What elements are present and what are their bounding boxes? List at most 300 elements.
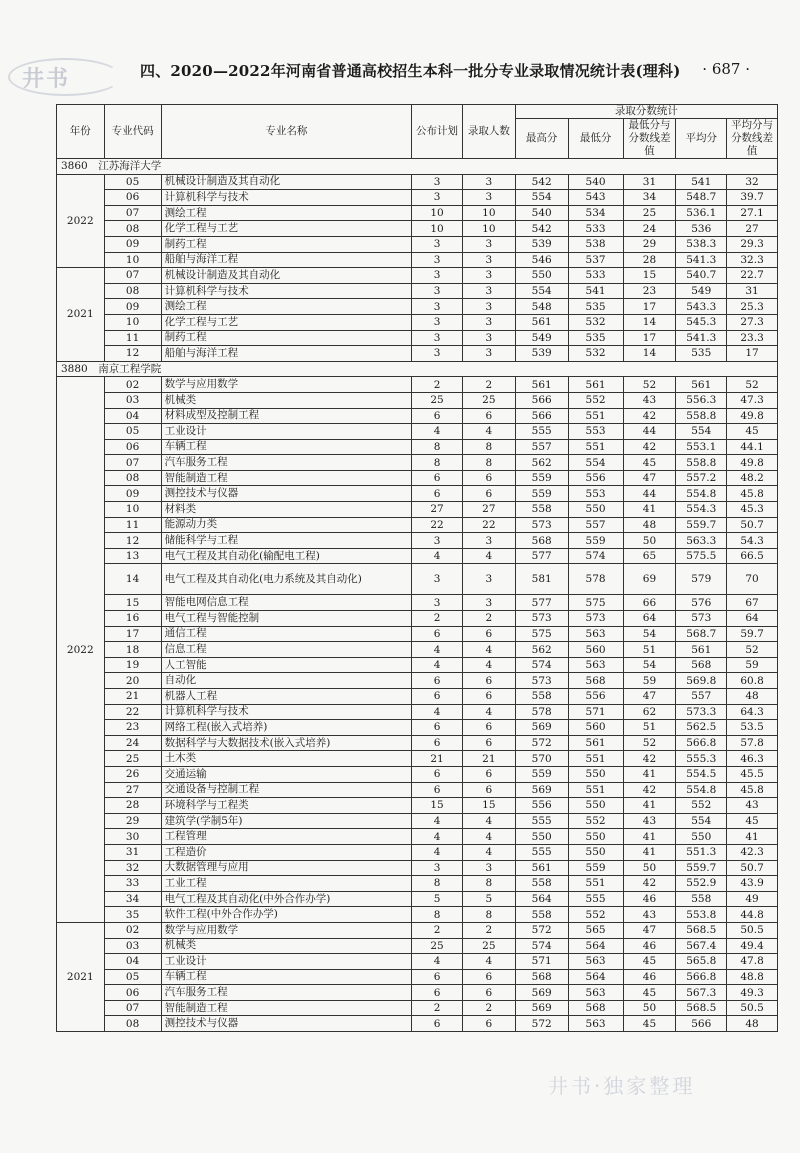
cell-max: 566 [515,408,568,424]
cell-code: 09 [104,236,161,252]
cell-min-diff: 41 [623,829,676,845]
cell-avg-diff: 48.2 [727,470,778,486]
cell-min: 541 [568,283,623,299]
cell-name: 智能制造工程 [161,1000,412,1016]
table-row [57,844,778,860]
cell-admitted: 4 [462,844,515,860]
cell-admitted: 6 [462,735,515,751]
cell-plan: 3 [412,533,463,549]
cell-code: 07 [104,455,161,471]
cell-admitted: 25 [462,938,515,954]
cell-max: 569 [515,720,568,736]
cell-avg: 566.8 [676,969,727,985]
cell-name: 制药工程 [161,236,412,252]
cell-admitted: 3 [462,268,515,284]
cell-avg-diff: 54.3 [727,533,778,549]
page-title: 四、2020—2022年河南省普通高校招生本科一批分专业录取情况统计表(理科) [140,62,681,80]
cell-plan: 3 [412,174,463,190]
cell-min: 538 [568,236,623,252]
cell-min: 535 [568,299,623,315]
cell-plan: 8 [412,439,463,455]
cell-max: 570 [515,751,568,767]
cell-max: 577 [515,595,568,611]
cell-plan: 6 [412,626,463,642]
cell-max: 577 [515,548,568,564]
cell-code: 34 [104,891,161,907]
cell-plan: 8 [412,907,463,923]
cell-min-diff: 47 [623,689,676,705]
col-plan: 公布计划 [412,105,463,159]
cell-avg: 552.9 [676,876,727,892]
cell-admitted: 8 [462,439,515,455]
cell-min: 555 [568,891,623,907]
table-row [57,611,778,627]
cell-name: 智能制造工程 [161,470,412,486]
table-row [57,985,778,1001]
table-row [57,548,778,564]
cell-admitted: 6 [462,470,515,486]
cell-min-diff: 23 [623,283,676,299]
cell-code: 25 [104,751,161,767]
cell-plan: 3 [412,252,463,268]
cell-avg: 573 [676,611,727,627]
cell-avg-diff: 29.3 [727,236,778,252]
cell-avg-diff: 64 [727,611,778,627]
cell-name: 化学工程与工艺 [161,221,412,237]
cell-admitted: 6 [462,408,515,424]
school-name: 3880 南京工程学院 [57,361,778,377]
cell-max: 555 [515,813,568,829]
cell-avg: 567.3 [676,985,727,1001]
cell-min-diff: 45 [623,954,676,970]
cell-avg-diff: 46.3 [727,751,778,767]
cell-plan: 3 [412,346,463,362]
cell-name: 网络工程(嵌入式培养) [161,720,412,736]
cell-admitted: 2 [462,1000,515,1016]
cell-avg: 557 [676,689,727,705]
cell-code: 24 [104,735,161,751]
cell-code: 33 [104,876,161,892]
cell-min: 563 [568,657,623,673]
cell-plan: 27 [412,502,463,518]
cell-min: 564 [568,969,623,985]
cell-admitted: 5 [462,891,515,907]
cell-max: 578 [515,704,568,720]
cell-min: 560 [568,720,623,736]
cell-max: 542 [515,174,568,190]
cell-min: 551 [568,782,623,798]
cell-name: 测绘工程 [161,205,412,221]
cell-avg-diff: 49.3 [727,985,778,1001]
cell-name: 船舶与海洋工程 [161,346,412,362]
cell-plan: 4 [412,704,463,720]
cell-name: 材料成型及控制工程 [161,408,412,424]
cell-code: 28 [104,798,161,814]
cell-min-diff: 43 [623,392,676,408]
cell-plan: 25 [412,938,463,954]
cell-plan: 3 [412,330,463,346]
cell-avg-diff: 44.8 [727,907,778,923]
cell-plan: 3 [412,299,463,315]
cell-min: 550 [568,798,623,814]
school-row [57,159,778,175]
cell-avg-diff: 23.3 [727,330,778,346]
cell-min-diff: 43 [623,813,676,829]
cell-code: 08 [104,221,161,237]
cell-min-diff: 46 [623,969,676,985]
table-row [57,689,778,705]
cell-admitted: 4 [462,642,515,658]
cell-code: 07 [104,205,161,221]
cell-admitted: 2 [462,377,515,393]
cell-avg-diff: 45.5 [727,766,778,782]
cell-avg: 555.3 [676,751,727,767]
cell-min: 533 [568,268,623,284]
cell-plan: 8 [412,455,463,471]
cell-min-diff: 14 [623,314,676,330]
cell-max: 562 [515,642,568,658]
cell-max: 561 [515,377,568,393]
cell-admitted: 3 [462,236,515,252]
cell-admitted: 6 [462,720,515,736]
cell-min: 532 [568,314,623,330]
cell-max: 568 [515,969,568,985]
cell-plan: 6 [412,486,463,502]
cell-name: 计算机科学与技术 [161,283,412,299]
cell-avg: 538.3 [676,236,727,252]
cell-admitted: 21 [462,751,515,767]
cell-name: 数学与应用数学 [161,922,412,938]
table-row [57,829,778,845]
table-row [57,1000,778,1016]
cell-name: 电气工程与智能控制 [161,611,412,627]
cell-avg-diff: 27.3 [727,314,778,330]
cell-avg: 545.3 [676,314,727,330]
cell-min: 554 [568,455,623,471]
cell-max: 572 [515,735,568,751]
cell-avg: 566 [676,1016,727,1032]
cell-max: 559 [515,470,568,486]
cell-min-diff: 52 [623,735,676,751]
cell-name: 交通运输 [161,766,412,782]
cell-min: 533 [568,221,623,237]
cell-max: 574 [515,938,568,954]
cell-avg-diff: 31 [727,283,778,299]
table-row [57,751,778,767]
cell-code: 10 [104,314,161,330]
cell-avg-diff: 45.8 [727,782,778,798]
cell-code: 09 [104,299,161,315]
cell-min-diff: 59 [623,673,676,689]
cell-code: 08 [104,283,161,299]
cell-max: 566 [515,392,568,408]
cell-min: 578 [568,564,623,595]
cell-min-diff: 50 [623,860,676,876]
cell-min-diff: 41 [623,844,676,860]
cell-avg-diff: 43.9 [727,876,778,892]
cell-max: 562 [515,455,568,471]
cell-avg-diff: 41 [727,829,778,845]
cell-max: 539 [515,346,568,362]
cell-code: 30 [104,829,161,845]
cell-plan: 3 [412,236,463,252]
cell-name: 建筑学(学制5年) [161,813,412,829]
cell-name: 土木类 [161,751,412,767]
cell-min-diff: 50 [623,533,676,549]
cell-min-diff: 42 [623,876,676,892]
cell-name: 数据科学与大数据技术(嵌入式培养) [161,735,412,751]
cell-avg: 561 [676,642,727,658]
cell-code: 27 [104,782,161,798]
table-row [57,673,778,689]
cell-plan: 10 [412,221,463,237]
cell-admitted: 25 [462,392,515,408]
cell-plan: 22 [412,517,463,533]
cell-code: 07 [104,268,161,284]
cell-name: 能源动力类 [161,517,412,533]
cell-admitted: 4 [462,829,515,845]
cell-avg: 543.3 [676,299,727,315]
cell-min: 537 [568,252,623,268]
cell-admitted: 8 [462,907,515,923]
table-row [57,205,778,221]
cell-admitted: 8 [462,455,515,471]
cell-name: 通信工程 [161,626,412,642]
cell-min: 532 [568,346,623,362]
cell-max: 575 [515,626,568,642]
cell-name: 车辆工程 [161,439,412,455]
cell-name: 计算机科学与技术 [161,190,412,206]
cell-avg-diff: 49.8 [727,455,778,471]
cell-min-diff: 17 [623,299,676,315]
cell-max: 554 [515,190,568,206]
table-row [57,190,778,206]
col-score-group: 录取分数统计 [515,105,777,119]
cell-plan: 4 [412,813,463,829]
cell-min: 571 [568,704,623,720]
cell-avg: 553.1 [676,439,727,455]
cell-max: 556 [515,798,568,814]
table-row [57,642,778,658]
cell-avg-diff: 45.3 [727,502,778,518]
cell-code: 12 [104,346,161,362]
cell-admitted: 4 [462,657,515,673]
cell-admitted: 2 [462,611,515,627]
cell-admitted: 6 [462,782,515,798]
cell-min: 565 [568,922,623,938]
cell-plan: 6 [412,470,463,486]
cell-min: 552 [568,392,623,408]
cell-min-diff: 47 [623,922,676,938]
cell-name: 材料类 [161,502,412,518]
cell-avg-diff: 47.8 [727,954,778,970]
cell-min: 556 [568,470,623,486]
cell-max: 542 [515,221,568,237]
cell-avg-diff: 32.3 [727,252,778,268]
cell-min: 534 [568,205,623,221]
cell-code: 35 [104,907,161,923]
cell-min: 563 [568,626,623,642]
cell-avg-diff: 64.3 [727,704,778,720]
cell-max: 561 [515,314,568,330]
cell-min-diff: 34 [623,190,676,206]
cell-name: 电气工程及其自动化(电力系统及其自动化) [161,564,412,595]
col-min-diff: 最低分与分数线差值 [623,119,676,159]
cell-min-diff: 46 [623,891,676,907]
cell-name: 储能科学与工程 [161,533,412,549]
cell-name: 信息工程 [161,642,412,658]
cell-name: 机械设计制造及其自动化 [161,268,412,284]
cell-avg: 554 [676,813,727,829]
cell-max: 564 [515,891,568,907]
cell-min-diff: 45 [623,455,676,471]
cell-admitted: 6 [462,1016,515,1032]
cell-avg-diff: 32 [727,174,778,190]
cell-name: 智能电网信息工程 [161,595,412,611]
table-row [57,533,778,549]
cell-avg: 552 [676,798,727,814]
table-row [57,377,778,393]
cell-avg: 557.2 [676,470,727,486]
cell-min-diff: 54 [623,626,676,642]
table-row [57,922,778,938]
cell-code: 13 [104,548,161,564]
cell-avg-diff: 49.8 [727,408,778,424]
cell-plan: 2 [412,1000,463,1016]
cell-plan: 4 [412,844,463,860]
cell-code: 29 [104,813,161,829]
cell-min: 563 [568,985,623,1001]
table-row [57,455,778,471]
cell-min: 550 [568,844,623,860]
cell-min-diff: 54 [623,657,676,673]
cell-name: 数学与应用数学 [161,377,412,393]
cell-plan: 21 [412,751,463,767]
table-row [57,876,778,892]
cell-min-diff: 14 [623,346,676,362]
cell-avg-diff: 25.3 [727,299,778,315]
cell-code: 06 [104,439,161,455]
cell-admitted: 4 [462,954,515,970]
cell-min: 557 [568,517,623,533]
cell-min-diff: 51 [623,642,676,658]
table-row [57,907,778,923]
cell-min: 543 [568,190,623,206]
cell-avg-diff: 48 [727,1016,778,1032]
cell-avg: 541.3 [676,252,727,268]
cell-code: 08 [104,1016,161,1032]
cell-max: 574 [515,657,568,673]
cell-name: 机械类 [161,938,412,954]
cell-avg: 551.3 [676,844,727,860]
cell-min: 550 [568,766,623,782]
cell-admitted: 3 [462,299,515,315]
cell-min: 574 [568,548,623,564]
cell-avg-diff: 45 [727,424,778,440]
cell-name: 工程造价 [161,844,412,860]
table-row [57,969,778,985]
cell-max: 581 [515,564,568,595]
cell-avg-diff: 49 [727,891,778,907]
cell-name: 交通设备与控制工程 [161,782,412,798]
cell-name: 自动化 [161,673,412,689]
col-admitted: 录取人数 [462,105,515,159]
cell-admitted: 6 [462,626,515,642]
cell-code: 06 [104,190,161,206]
cell-min-diff: 46 [623,938,676,954]
cell-min: 564 [568,938,623,954]
cell-avg: 556.3 [676,392,727,408]
year-cell: 2021 [57,268,105,362]
cell-avg-diff: 48 [727,689,778,705]
cell-avg: 569.8 [676,673,727,689]
cell-name: 车辆工程 [161,969,412,985]
table-row [57,860,778,876]
cell-max: 569 [515,1000,568,1016]
cell-avg-diff: 42.3 [727,844,778,860]
cell-min-diff: 45 [623,985,676,1001]
cell-min-diff: 47 [623,470,676,486]
cell-max: 573 [515,517,568,533]
cell-min: 551 [568,408,623,424]
table-row [57,938,778,954]
cell-avg: 568.7 [676,626,727,642]
cell-name: 测绘工程 [161,299,412,315]
table-row [57,252,778,268]
cell-avg: 563.3 [676,533,727,549]
table-row [57,954,778,970]
cell-avg: 575.5 [676,548,727,564]
cell-avg: 554.8 [676,486,727,502]
cell-name: 工业工程 [161,876,412,892]
table-row [57,283,778,299]
table-row [57,470,778,486]
cell-avg-diff: 47.3 [727,392,778,408]
cell-name: 机械类 [161,392,412,408]
cell-max: 539 [515,236,568,252]
cell-max: 549 [515,330,568,346]
cell-max: 548 [515,299,568,315]
cell-plan: 6 [412,689,463,705]
cell-avg: 579 [676,564,727,595]
cell-name: 船舶与海洋工程 [161,252,412,268]
col-max: 最高分 [515,119,568,159]
cell-min-diff: 42 [623,408,676,424]
cell-avg-diff: 50.7 [727,860,778,876]
cell-name: 工业设计 [161,954,412,970]
cell-name: 环境科学与工程类 [161,798,412,814]
cell-plan: 15 [412,798,463,814]
col-name: 专业名称 [161,105,412,159]
cell-avg-diff: 50.5 [727,1000,778,1016]
cell-name: 大数据管理与应用 [161,860,412,876]
cell-plan: 6 [412,985,463,1001]
cell-admitted: 15 [462,798,515,814]
cell-max: 555 [515,424,568,440]
cell-avg: 535 [676,346,727,362]
cell-max: 561 [515,860,568,876]
cell-code: 05 [104,174,161,190]
cell-avg: 562.5 [676,720,727,736]
cell-plan: 4 [412,829,463,845]
cell-max: 559 [515,486,568,502]
cell-plan: 4 [412,657,463,673]
cell-min-diff: 41 [623,502,676,518]
cell-plan: 6 [412,1016,463,1032]
cell-min: 560 [568,642,623,658]
cell-avg-diff: 53.5 [727,720,778,736]
cell-code: 08 [104,470,161,486]
